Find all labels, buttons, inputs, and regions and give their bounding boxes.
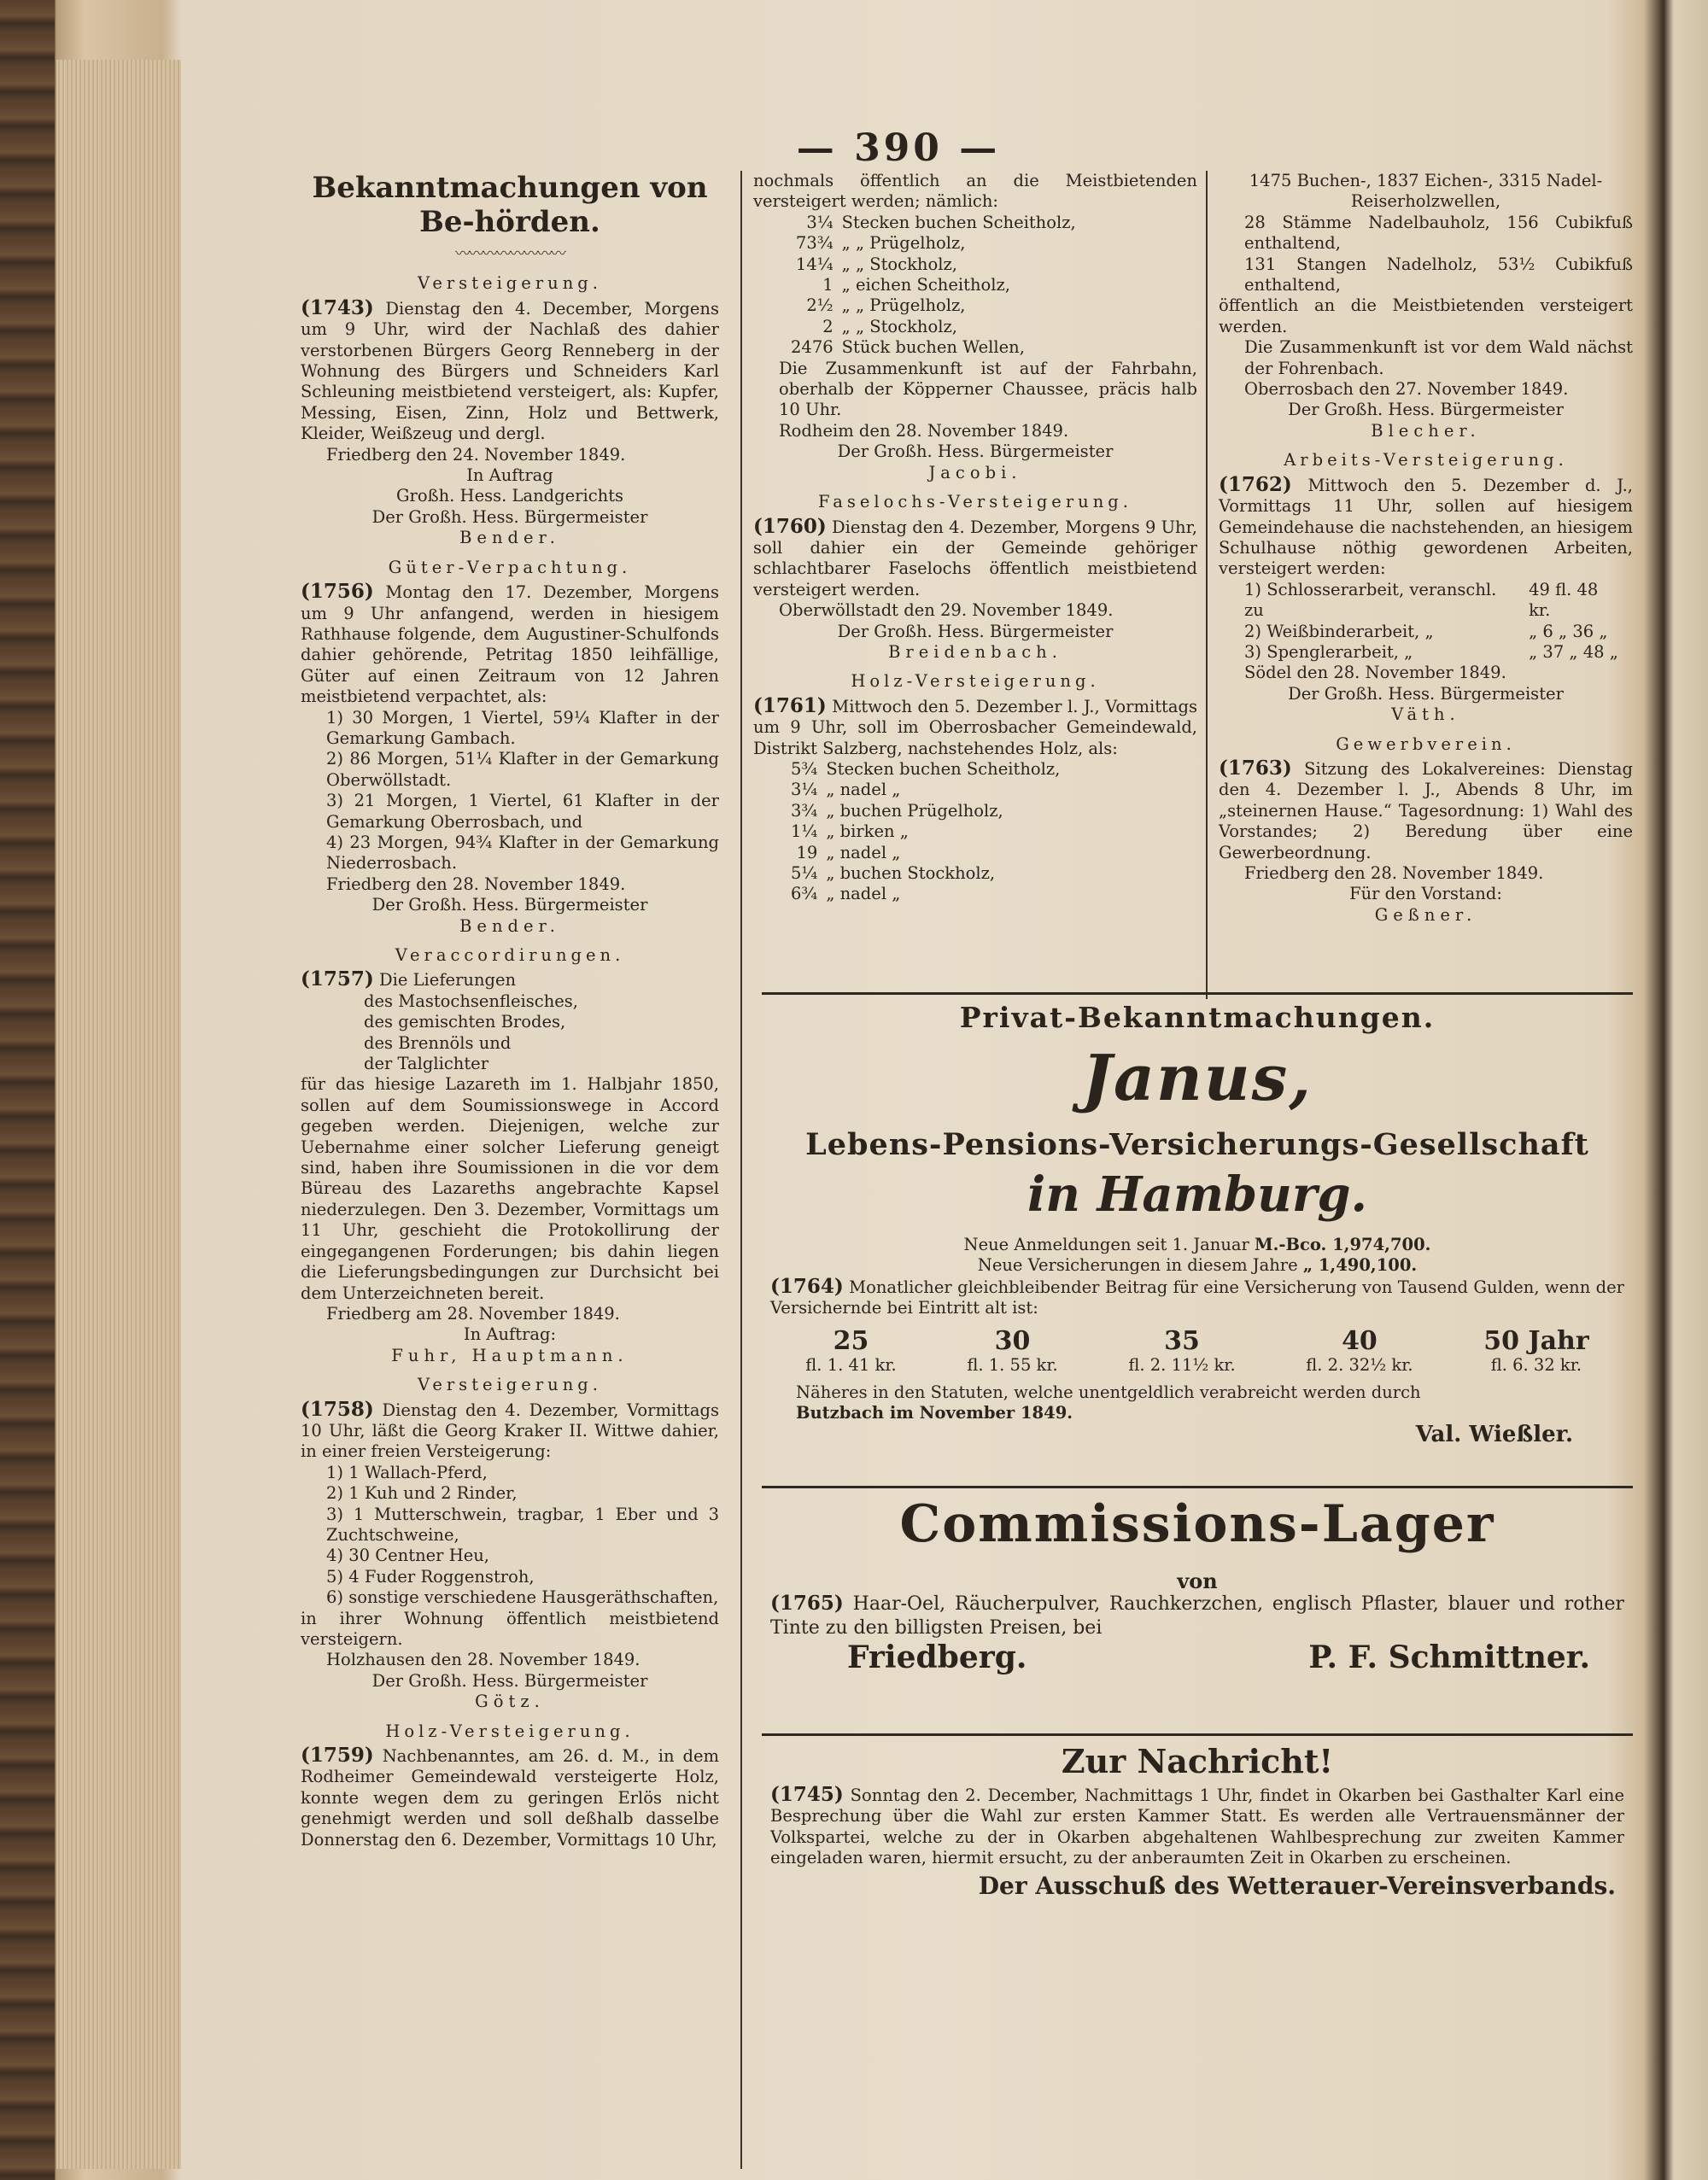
age-rate: 35 fl. 2. 11½ kr. (1128, 1325, 1236, 1375)
section-title-authorities: Bekanntmachungen von Be-hörden. (312, 171, 708, 239)
janus-ad-body (770, 1235, 1624, 1445)
work-table-1762 (1244, 580, 1633, 663)
age-rate: 40 fl. 2. 32½ kr. (1306, 1325, 1413, 1375)
sig-1763-a: Für den Vorstand: (1349, 884, 1502, 904)
item-1756-1: 1) 30 Morgen, 1 Viertel, 59¼ Klafter in der Gemarkung Gambach. (326, 707, 719, 748)
table-row: 2) Weißbinderarbeit, „ „ 6 „ 36 „ (1244, 621, 1608, 641)
sig-1757-b: Fuhr, Hauptmann. (391, 1345, 629, 1365)
notice-1759: (1759) Nachbenanntes, am 26. d. M., in dem Rodheimer Gemeindewald versteigerte Holz, konnte wegen dem zu geringen Erlös nicht genehmigt werden und soll deßhalb dasselbe Donnerstag den 6. Dezember, Vormittags 10 Uhr, (301, 1744, 719, 1850)
newspaper-page (181, 60, 1634, 2143)
heading-1743: Versteigerung. (418, 273, 602, 294)
notice-title-nachricht: Zur Nachricht! (1061, 1742, 1334, 1780)
table-row: 5¼ „ buchen Stockholz, (791, 863, 996, 883)
notice-1758: (1758) Dienstag den 4. Dezember, Vormittags 10 Uhr, läßt die Georg Kraker II. Wittwe dahier, in einer freien Versteigerung: (301, 1397, 719, 1462)
heading-1759: Holz-Versteigerung. (385, 1721, 635, 1741)
right-column (1219, 171, 1633, 926)
notice-1764: (1764) Monatlicher gleichbleibender Beitrag für eine Versicherung von Tausend Gulden, wenn der Versichernde bei Eintritt alt ist: (770, 1274, 1624, 1318)
sig-1759-b: Jacobi. (928, 462, 1022, 482)
notice-1765: (1765) Haar-Oel, Räucherpulver, Rauchkerzchen, englisch Pflaster, blauer und rother Tinte zu den billigsten Preisen, bei (770, 1592, 1624, 1639)
sig-1762-b: Väth. (1391, 704, 1460, 725)
date-1756: Friedberg den 28. November 1849. (326, 874, 626, 894)
heading-1763: Gewerbverein. (1336, 733, 1516, 754)
section-rule-private (762, 992, 1633, 995)
notice-1745: (1745) Sonntag den 2. December, Nachmittags 1 Uhr, findet in Okarben bei Gasthalter Karl eine Besprechung über die Wahl zur ersten Kammer Statt. Es werden alle Vertrauensmänner der Volkspartei, welche zu der in Okarben abgehaltenen Wahlbesprechung zur zweiten Kammer eingeladen waren, hiermit ersucht, zu der anberaumten Zeit in Okarben zu erscheinen. (770, 1783, 1624, 1868)
janus-signature: Val. Wießler. (1415, 1421, 1573, 1447)
item-1758-1: 1) 1 Wallach-Pferd, (326, 1462, 488, 1482)
notice-1763: (1763) Sitzung des Lokalvereines: Dienstag den 4. Dezember l. J., Abends 8 Uhr, im „steinernen Hause.“ Tagesordnung: 1) Wahl des Vorstandes; 2) Beredung über eine Gewerbeordnung. (1219, 756, 1633, 862)
sig-1762-a: Der Großh. Hess. Bürgermeister (1288, 683, 1564, 704)
sig-1756-a: Der Großh. Hess. Bürgermeister (371, 895, 648, 915)
sig-1760-b: Breidenbach. (888, 641, 1062, 662)
table-row: 1) Schlosserarbeit, veranschl. zu 49 fl. 48 kr. (1244, 579, 1599, 621)
table-row: 73¾ „ „ Prügelholz, (795, 233, 966, 254)
cont-1761-2: 28 Stämme Nadelbauholz, 156 Cubikfuß enthaltend, (1244, 212, 1633, 254)
date-1761: Oberrosbach den 27. November 1849. (1244, 379, 1569, 400)
date-1757: Friedberg am 28. November 1849. (326, 1303, 620, 1324)
item-1756-4: 4) 23 Morgen, 94¾ Klafter in der Gemarkung Niederrosbach. (326, 832, 719, 874)
heading-1757: Veraccordirungen. (395, 945, 625, 965)
commissions-place: Friedberg. (847, 1639, 1027, 1676)
sig-1743-a: In Auftrag (466, 465, 553, 486)
janus-city: in Hamburg. (1027, 1166, 1367, 1223)
table-row: 2½ „ „ Prügelholz, (806, 295, 966, 316)
table-row: 3¾ „ buchen Prügelholz, (791, 800, 1003, 821)
section-rule-nach (762, 1733, 1633, 1736)
page-edges (56, 60, 181, 2169)
section-title-private: Privat-Bekanntmachungen. (959, 1001, 1436, 1034)
section-rule-comm (762, 1486, 1633, 1488)
commissions-footer (770, 1639, 1624, 1676)
tail-1761: öffentlich an die Meistbietenden versteigert werden. (1219, 295, 1633, 336)
sig-1743-b: Großh. Hess. Landgerichts (395, 486, 624, 506)
title-ornament: 〰〰〰〰〰〰〰〰 (455, 245, 564, 263)
sig-1758-b: Götz. (475, 1692, 545, 1712)
heading-1760: Faselochs-Versteigerung. (818, 492, 1132, 512)
sig-1759-a: Der Großh. Hess. Bürgermeister (837, 441, 1114, 462)
age-rate: 30 fl. 1. 55 kr. (967, 1325, 1058, 1375)
item-1756-3: 3) 21 Morgen, 1 Viertel, 61 Klafter in der Gemarkung Oberrosbach, und (326, 791, 719, 832)
notice-1762: (1762) Mittwoch den 5. Dezember d. J., Vormittags 11 Uhr, sollen auf hiesigem Gemeindehause die nachstehenden, an hiesigem Schulhause nöthig gewordenen Arbeiten, versteigert werden: (1219, 472, 1634, 579)
heading-1756: Güter-Verpachtung. (388, 557, 632, 577)
notice-1757: für das hiesige Lazareth im 1. Halbjahr 1850, sollen auf dem Soumissionswege in Accord gegeben werden. Diejenigen, welche zur Uebernahme einer solcher Lieferung geneigt sind, haben ihre Soumissionen in die vor dem Büreau des Lazareths angebrachte Kapsel niederzulegen. Den 3. Dezember, Vormittags um 11 Uhr, geschieht die Protokollirung der eingegangenen Forderungen; bis dahin liegen die Lieferungsbedingungen zur Durchsicht bei dem Unterzeichneten bereit. (301, 1074, 719, 1303)
sig-1763-b: Geßner. (1374, 904, 1477, 925)
age-rates (770, 1325, 1624, 1376)
janus-registrations: Neue Anmeldungen seit 1. Januar M.-Bco. 1,974,700. (963, 1235, 1431, 1254)
sig-1743-c: Der Großh. Hess. Bürgermeister (371, 506, 648, 527)
notice-1743: (1743) Dienstag den 4. December, Morgens um 9 Uhr, wird der Nachlaß des dahier verstorbenen Bürgers Georg Renneberg in der Wohnung des Bürgers und Schneiders Karl Schleuning meistbietend versteigert, als: Kupfer, Messing, Eisen, Zinn, Holz und Bettwerk, Kleider, Weißzeug und dergl. (301, 295, 719, 444)
sig-1757-a: In Auftrag: (463, 1324, 557, 1345)
janus-place: Butzbach im November 1849. (796, 1403, 1073, 1423)
list-1757-5: der Talglichter (364, 1054, 489, 1074)
janus-subtitle: Lebens-Pensions-Versicherungs-Gesellschaft (805, 1127, 1589, 1162)
page-number: — 390 — (796, 126, 1001, 170)
tail-1758: in ihrer Wohnung öffentlich meistbietend versteigern. (301, 1608, 719, 1649)
wood-table-1761 (791, 759, 1068, 905)
middle-column (753, 171, 1197, 905)
date-1743: Friedberg den 24. November 1849. (326, 444, 626, 465)
list-1757-3: des gemischten Brodes, (364, 1012, 566, 1032)
janus-name: Janus, (1082, 1042, 1313, 1115)
janus-insurances: Neue Versicherungen in diesem Jahre „ 1,490,100. (977, 1255, 1418, 1276)
sig-1743-d: Bender. (459, 528, 560, 548)
sig-1761-b: Blecher. (1371, 420, 1481, 441)
meeting-1759: Die Zusammenkunft ist auf der Fahrbahn, oberhalb der Köpperner Chaussee, präcis halb 10 Uhr. (779, 358, 1197, 420)
column-rule-2 (1206, 171, 1208, 999)
date-1762: Södel den 28. November 1849. (1244, 663, 1506, 683)
item-1758-6: 6) sonstige verschiedene Hausgeräthschaften, (326, 1587, 719, 1608)
item-1758-2: 2) 1 Kuh und 2 Rinder, (326, 1483, 518, 1504)
cont-1761-3: 131 Stangen Nadelholz, 53½ Cubikfuß enthaltend, (1244, 254, 1633, 295)
table-row: 19 „ nadel „ (796, 842, 901, 862)
date-1763: Friedberg den 28. November 1849. (1244, 863, 1544, 883)
janus-more: Näheres in den Statuten, welche unentgeldlich verabreicht werden durch (796, 1382, 1421, 1403)
list-1757-4: des Brennöls und (364, 1032, 512, 1053)
nachricht-signature: Der Ausschuß des Wetterauer-Vereinsverbands. (978, 1871, 1616, 1900)
sig-1761-a: Der Großh. Hess. Bürgermeister (1288, 400, 1564, 420)
item-1756-2: 2) 86 Morgen, 51¼ Klafter in der Gemarkung Oberwöllstadt. (326, 749, 719, 790)
notice-1760: (1760) Dienstag den 4. Dezember, Morgens 9 Uhr, soll dahier ein der Gemeinde gehöriger schlachtbarer Faselochs öffentlich meistbietend versteigert werden. (753, 514, 1197, 599)
age-rate: 25 fl. 1. 41 kr. (805, 1325, 897, 1375)
cont-1761-1: 1475 Buchen-, 1837 Eichen-, 3315 Nadel-Reiserholzwellen, (1249, 171, 1603, 212)
commissions-title: Commissions-Lager (899, 1494, 1495, 1554)
table-row: 3) Spenglerarbeit, „ „ 37 „ 48 „ (1244, 641, 1618, 662)
commissions-von: von (1177, 1569, 1218, 1593)
notice-1761: (1761) Mittwoch den 5. Dezember l. J., Vormittags um 9 Uhr, soll im Oberrosbacher Gemeindewald, Distrikt Salzberg, nachstehendes Holz, als: (753, 693, 1198, 758)
table-row: 14¼ „ „ Stockholz, (795, 254, 957, 274)
sig-1758-a: Der Großh. Hess. Bürgermeister (371, 1670, 648, 1691)
table-row: 2476 Stück buchen Wellen, (791, 337, 1025, 358)
continuation-1759: nochmals öffentlich an die Meistbietenden versteigert werden; nämlich: (753, 171, 1197, 212)
table-row: 5¾ Stecken buchen Scheitholz, (791, 758, 1061, 779)
age-rate: 50 Jahr fl. 6. 32 kr. (1483, 1325, 1589, 1375)
item-1758-3: 3) 1 Mutterschwein, tragbar, 1 Eber und 3 Zuchtschweine, (326, 1504, 719, 1545)
notice-1757-first: (1757) Die Lieferungen (301, 967, 517, 991)
commissions-body (770, 1569, 1624, 1676)
heading-1761: Holz-Versteigerung. (851, 671, 1100, 692)
meeting-1761: Die Zusammenkunft ist vor dem Wald nächst der Fohrenbach. (1244, 337, 1633, 378)
item-1758-5: 5) 4 Fuder Roggenstroh, (326, 1566, 535, 1587)
table-row: 2 „ „ Stockholz, (822, 316, 957, 336)
table-row: 1 „ eichen Scheitholz, (822, 275, 1010, 295)
table-row: 3¼ „ nadel „ (791, 780, 901, 800)
sig-1760-a: Der Großh. Hess. Bürgermeister (837, 621, 1114, 641)
left-column (301, 171, 719, 1850)
table-row: 3¼ Stecken buchen Scheitholz, (806, 212, 1076, 232)
heading-1758: Versteigerung. (418, 1375, 602, 1395)
column-rule-1 (740, 171, 742, 2169)
list-1757-2: des Mastochsenfleisches, (364, 991, 579, 1011)
date-1760: Oberwöllstadt den 29. November 1849. (779, 600, 1114, 621)
item-1758-4: 4) 30 Centner Heu, (326, 1546, 490, 1566)
table-row: 1¼ „ birken „ (791, 821, 909, 842)
date-1759: Rodheim den 28. November 1849. (779, 420, 1069, 441)
book-binding (0, 0, 55, 2180)
sig-1756-b: Bender. (459, 915, 560, 936)
heading-1762: Arbeits-Versteigerung. (1284, 450, 1568, 470)
table-row: 6¾ „ nadel „ (791, 884, 901, 904)
wood-table-1759 (791, 213, 1085, 359)
nachricht-body (770, 1783, 1624, 1900)
commissions-signature: P. F. Schmittner. (1308, 1639, 1590, 1676)
date-1758: Holzhausen den 28. November 1849. (326, 1650, 640, 1670)
notice-1756: (1756) Montag den 17. Dezember, Morgens um 9 Uhr anfangend, werden in hiesigem Rathhause folgende, dem Augustiner-Schulfonds dahier gehörende, Petritag 1850 leihfällige, Güter auf einen Zeitraum von 12 Jahren meistbietend verpachtet, als: (301, 580, 720, 707)
